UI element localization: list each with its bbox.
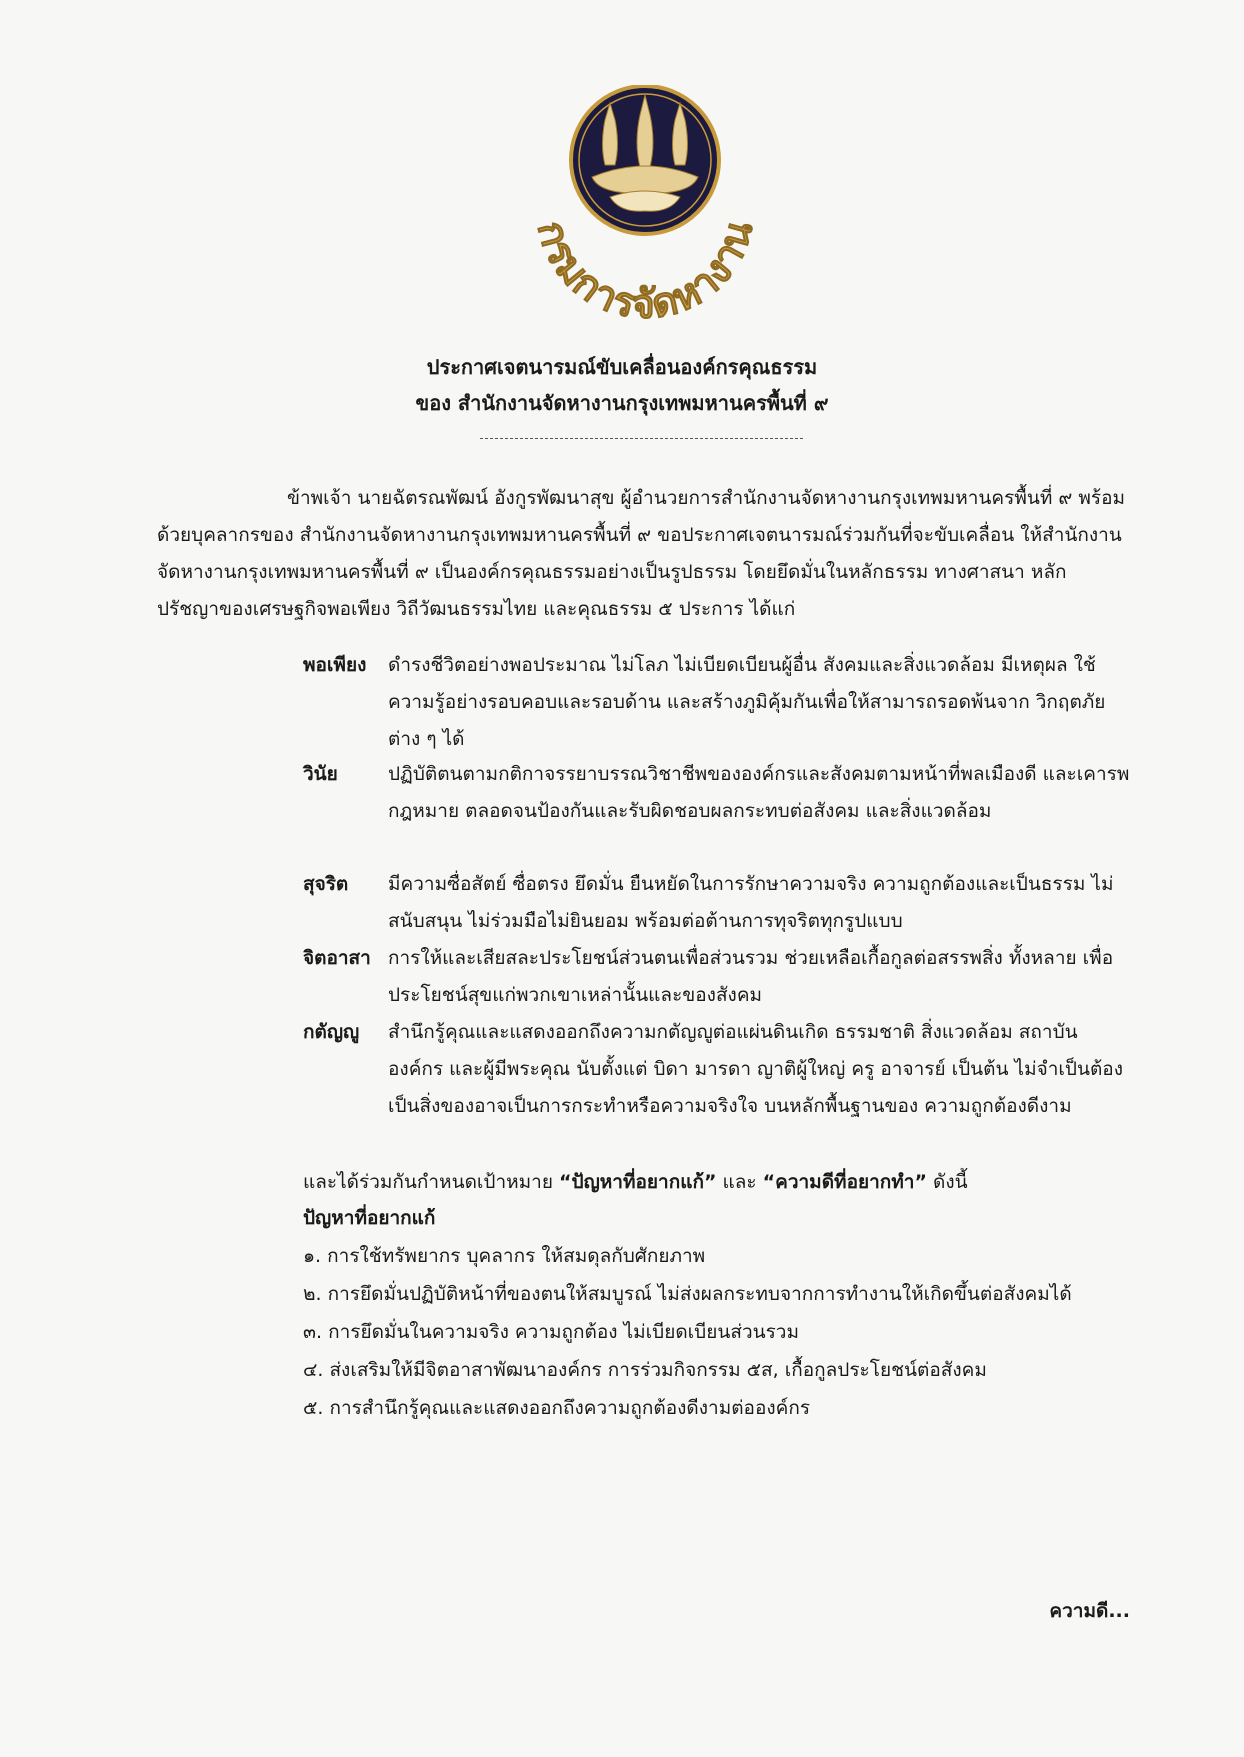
goals-sentence: และได้ร่วมกันกำหนดเป้าหมาย “ปัญหาที่อยากแก้” และ “ความดีที่อยากทำ” ดังนี้ bbox=[303, 1171, 968, 1193]
goal-problems-quote: “ปัญหาที่อยากแก้” bbox=[559, 1171, 717, 1193]
virtue-honesty bbox=[303, 866, 1133, 940]
announcement-subtitle: ของ สำนักงานจัดหางานกรุงเทพมหานครพื้นที่ ๙ bbox=[415, 391, 829, 415]
intro-text: ข้าพเจ้า นายฉัตรณพัฒน์ อังกูรพัฒนาสุข ผู้อำนวยการสำนักงานจัดหางานกรุงเทพมหานครพื้นที่ ๙ พร้อมด้วยบุคลากรของ สำนักงานจัดหางานกรุงเทพมหานครพื้นที่ ๙ ขอประกาศเจตนารมณ์ร่วมกันที่จะขับเคลื่อน ให้สำนักงานจัดหางานกรุงเทพมหานครพื้นที่ ๙ เป็นองค์กรคุณธรรมอย่างเป็นรูปธรรม โดยยึดมั่นในหลักธรรม ทางศาสนา หลักปรัชญาของเศรษฐกิจพอเพียง วิถีวัฒนธรรมไทย และคุณธรรม ๕ ประการ ได้แก่ bbox=[157, 487, 1126, 620]
virtue-description: มีความซื่อสัตย์ ซื่อตรง ยึดมั่น ยืนหยัดในการรักษาความจริง ความถูกต้องและเป็นธรรม ไม่สนับสนุน ไม่ร่วมมือไม่ยินยอม พร้อมต่อต้านการทุจริตทุกรูปแบบ bbox=[388, 873, 1114, 932]
list-item: ๕. การสำนึกรู้คุณและแสดงออกถึงความถูกต้องดีงามต่อองค์กร bbox=[303, 1397, 811, 1419]
virtue-term: สุจริต bbox=[303, 873, 349, 895]
virtue-description: ดำรงชีวิตอย่างพอประมาณ ไม่โลภ ไม่เบียดเบียนผู้อื่น สังคมและสิ่งแวดล้อม มีเหตุผล ใช้ความรู้อย่างรอบคอบและรอบด้าน และสร้างภูมิคุ้มกันเพื่อให้สามารถรอดพ้นจาก วิกฤตภัยต่าง ๆ ได้ bbox=[388, 654, 1106, 750]
list-item: ๒. การยึดมั่นปฏิบัติหน้าที่ของตนให้สมบูรณ์ ไม่ส่งผลกระทบจากการทำงานให้เกิดขึ้นต่อสังคมได้ bbox=[303, 1283, 1072, 1305]
virtue-description: ปฏิบัติตนตามกติกาจรรยาบรรณวิชาชีพขององค์กรและสังคมตามหน้าที่พลเมืองดี และเคารพกฎหมาย ตลอดจนป้องกันและรับผิดชอบผลกระทบต่อสังคม และสิ่งแวดล้อม bbox=[388, 763, 1130, 822]
list-item: ๑. การใช้ทรัพยากร บุคลากร ให้สมดุลกับศักยภาพ bbox=[303, 1245, 706, 1267]
virtue-term: วินัย bbox=[303, 763, 338, 785]
virtue-term: จิตอาสา bbox=[303, 947, 371, 969]
virtue-gratitude bbox=[303, 1014, 1133, 1125]
separator-line bbox=[480, 438, 803, 439]
virtue-term: พอเพียง bbox=[303, 654, 367, 676]
problems-heading: ปัญหาที่อยากแก้ bbox=[303, 1207, 436, 1229]
virtue-discipline bbox=[303, 756, 1133, 830]
virtue-volunteer bbox=[303, 940, 1133, 1014]
intro-paragraph bbox=[157, 480, 1127, 628]
virtue-description: การให้และเสียสละประโยชน์ส่วนตนเพื่อส่วนรวม ช่วยเหลือเกื้อกูลต่อสรรพสิ่ง ทั้งหลาย เพื่อประโยชน์สุขแก่พวกเขาเหล่านั้นและของสังคม bbox=[388, 947, 1114, 1006]
svg-text:กรมการจัดหางาน: กรมการจัดหางาน bbox=[527, 215, 763, 325]
virtue-term: กตัญญู bbox=[303, 1021, 360, 1043]
department-logo bbox=[520, 85, 770, 325]
page-continuation: ความดี... bbox=[1049, 1600, 1130, 1622]
virtue-sufficiency bbox=[303, 647, 1133, 758]
goal-good-deeds-quote: “ความดีที่อยากทำ” bbox=[762, 1171, 927, 1193]
announcement-title: ประกาศเจตนารมณ์ขับเคลื่อนองค์กรคุณธรรม bbox=[426, 355, 818, 379]
virtue-description: สำนึกรู้คุณและแสดงออกถึงความกตัญญูต่อแผ่นดินเกิด ธรรมชาติ สิ่งแวดล้อม สถาบัน องค์กร และผู้มีพระคุณ นับตั้งแต่ บิดา มารดา ญาติผู้ใหญ่ ครู อาจารย์ เป็นต้น ไม่จำเป็นต้องเป็นสิ่งของอาจเป็นการกระทำหรือความจริงใจ บนหลักพื้นฐานของ ความถูกต้องดีงาม bbox=[388, 1021, 1123, 1117]
list-item: ๓. การยึดมั่นในความจริง ความถูกต้อง ไม่เบียดเบียนส่วนรวม bbox=[303, 1321, 800, 1343]
list-item: ๔. ส่งเสริมให้มีจิตอาสาพัฒนาองค์กร การร่วมกิจกรรม ๕ส, เกื้อกูลประโยชน์ต่อสังคม bbox=[303, 1359, 987, 1381]
